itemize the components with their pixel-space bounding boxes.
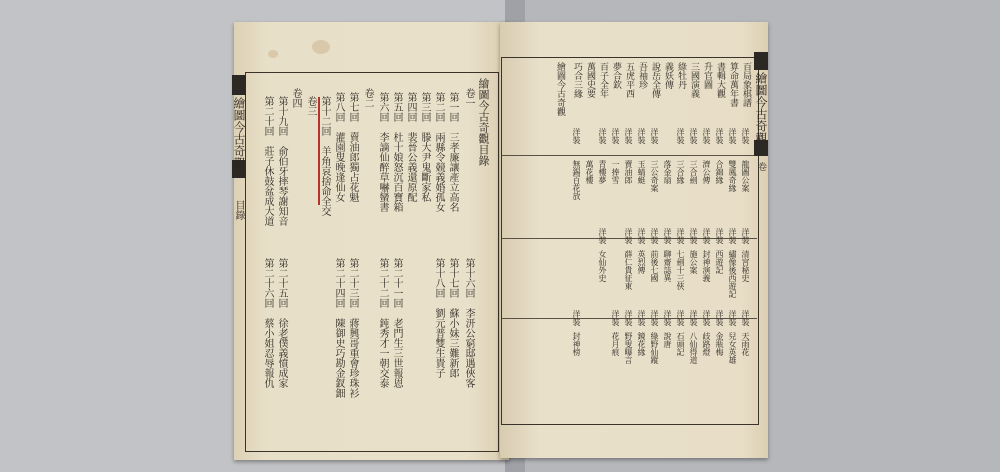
catalog-entry: 三合劍 xyxy=(689,160,698,184)
catalog-entry: 洋裝 xyxy=(650,128,659,144)
toc-entry: 第二十五回 徐老僕義憤成家 xyxy=(276,258,287,388)
catalog-entry: 女仙外史 xyxy=(598,250,607,282)
catalog-entry: 巧合三緣 xyxy=(572,62,582,98)
toc-entry: 第二十回 莊子休鼓盆成大道 xyxy=(262,96,273,226)
catalog-entry: 薛仁貴征東 xyxy=(624,250,633,290)
toc-entry: 第二十一回 老門生三世報恩 xyxy=(391,258,402,388)
catalog-entry: 洋裝 xyxy=(624,310,633,326)
right-spine-label: 卷 xyxy=(756,162,766,171)
catalog-entry: 青樓夢 xyxy=(598,160,607,184)
catalog-entry: 雙鳳奇緣 xyxy=(728,160,737,192)
toc-entry: 第二十三回 蔣興哥重會珍珠衫 xyxy=(347,258,358,398)
catalog-entry: 洋裝 xyxy=(741,310,750,326)
catalog-entry: 洋裝 xyxy=(689,128,698,144)
catalog-entry: 賣油郎 xyxy=(624,160,633,184)
catalog-entry: 洋裝 xyxy=(741,228,750,244)
catalog-entry: 金瓶梅 xyxy=(715,332,724,356)
catalog-entry: 洋裝 xyxy=(572,310,581,326)
catalog-entry: 百子全年 xyxy=(598,62,608,98)
catalog-entry: 兒女英雄 xyxy=(728,332,737,364)
catalog-entry: 三公奇案 xyxy=(650,160,659,192)
toc-entry: 卷二 xyxy=(362,88,373,108)
catalog-entry: 五虎平西 xyxy=(624,62,634,98)
catalog-entry: 落金扇 xyxy=(663,160,672,184)
catalog-entry: 花月痕 xyxy=(611,332,620,356)
catalog-entry: 洋裝 xyxy=(728,228,737,244)
catalog-entry: 洋裝 xyxy=(676,228,685,244)
catalog-entry: 施公案 xyxy=(689,250,698,274)
catalog-entry: 洋裝 xyxy=(702,128,711,144)
toc-entry: 第二十四回 陳御史巧勘金釵鈿 xyxy=(333,258,344,398)
toc-entry: 第十七回 蘇小妹三難新郎 xyxy=(447,258,458,378)
catalog-entry: 西遊記 xyxy=(715,250,724,274)
toc-entry: 卷一 xyxy=(463,88,474,108)
catalog-entry: 綠牡丹 xyxy=(676,62,686,89)
catalog-entry: 洋裝 xyxy=(598,128,607,144)
toc-entry: 第五回 杜十娘怒沉百寶箱 xyxy=(391,92,402,212)
catalog-entry: 三國演義 xyxy=(689,62,699,98)
catalog-entry: 說岳全傳 xyxy=(650,62,660,98)
catalog-entry: 野叟曝言 xyxy=(624,332,633,364)
toc-entry: 第八回 灌園叟晚逢仙女 xyxy=(333,92,344,202)
catalog-entry: 清宮秘史 xyxy=(741,250,750,282)
row-divider xyxy=(502,155,757,156)
catalog-entry: 算命萬年書 xyxy=(728,62,738,107)
catalog-entry: 義妖傳 xyxy=(663,62,673,89)
catalog-entry: 繪圖今古奇觀 xyxy=(555,62,565,116)
catalog-entry: 三合緣 xyxy=(676,160,685,184)
toc-entry: 第一回 三孝廉讓產立高名 xyxy=(447,92,458,212)
catalog-entry: 洋裝 xyxy=(741,128,750,144)
catalog-entry: 洋裝 xyxy=(702,228,711,244)
catalog-entry: 洋裝 xyxy=(715,128,724,144)
catalog-entry: 綠野仙蹤 xyxy=(650,332,659,364)
catalog-entry: 玉蜻蜓 xyxy=(637,160,646,184)
fishtail-mark xyxy=(232,75,246,95)
catalog-entry: 洋裝 xyxy=(637,228,646,244)
toc-title: 繪圖今古奇觀目錄 xyxy=(477,78,490,166)
catalog-entry: 洋裝 xyxy=(611,310,620,326)
catalog-entry: 萬花樓 xyxy=(585,160,594,184)
catalog-entry: 繡像後西遊記 xyxy=(728,250,737,298)
catalog-entry: 洋裝 xyxy=(637,310,646,326)
catalog-entry: 石頭記 xyxy=(676,332,685,356)
catalog-entry: 封神演義 xyxy=(702,250,711,282)
catalog-entry: 一捧雪 xyxy=(611,160,620,184)
toc-entry: 第三回 滕大尹鬼斷家私 xyxy=(419,92,430,202)
catalog-entry: 聊齋誌異 xyxy=(663,250,672,282)
left-spine-title: 繪圖今古奇觀 xyxy=(232,97,246,169)
catalog-entry: 洋裝 xyxy=(572,128,581,144)
catalog-entry: 七劍十三俠 xyxy=(676,250,685,290)
catalog-entry: 洋裝 xyxy=(676,310,685,326)
catalog-entry: 洋裝 xyxy=(598,228,607,244)
catalog-entry: 洋裝 xyxy=(689,310,698,326)
catalog-entry: 萬國史要 xyxy=(585,62,595,98)
catalog-entry: 升官圖 xyxy=(702,62,712,89)
catalog-entry: 前後七國 xyxy=(650,250,659,282)
catalog-entry: 洋裝 xyxy=(624,228,633,244)
toc-entry: 第十六回 李汧公窮邸遇俠客 xyxy=(463,258,474,388)
catalog-entry: 英烈傳 xyxy=(637,250,646,274)
right-spine-title: 繪圖今古奇觀 xyxy=(754,72,768,144)
left-spine-label: 目錄 xyxy=(233,200,244,220)
catalog-entry: 合錦緣 xyxy=(715,160,724,184)
toc-entry: 卷四 xyxy=(290,88,301,108)
catalog-entry: 書輯大觀 xyxy=(715,62,725,98)
catalog-entry: 說唐 xyxy=(663,332,672,348)
toc-entry: 第二十二回 鈍秀才一朝交泰 xyxy=(377,258,388,388)
toc-entry: 第十九回 俞伯牙摔琴謝知音 xyxy=(276,96,287,226)
catalog-entry: 吾袖珍 xyxy=(637,62,647,89)
toc-entry: 第七回 賣油郎獨占花魁 xyxy=(347,92,358,202)
fishtail-mark xyxy=(754,52,768,70)
toc-entry: 第十八回 劉元普雙生貴子 xyxy=(433,258,444,378)
catalog-entry: 洋裝 xyxy=(676,128,685,144)
catalog-entry: 洋裝 xyxy=(715,310,724,326)
paper-stain xyxy=(312,40,330,54)
catalog-entry: 龍圖公案 xyxy=(741,160,750,192)
catalog-entry: 歧路燈 xyxy=(702,332,711,356)
catalog-entry: 無錫百花放 xyxy=(572,160,581,200)
catalog-entry: 洋裝 xyxy=(728,128,737,144)
catalog-entry: 百局象棋譜 xyxy=(741,62,751,107)
catalog-entry: 洋裝 xyxy=(611,128,620,144)
catalog-entry: 洋裝 xyxy=(650,228,659,244)
paper-stain xyxy=(268,50,278,58)
catalog-entry: 洋裝 xyxy=(689,228,698,244)
catalog-entry: 洋裝 xyxy=(702,310,711,326)
catalog-entry: 洋裝 xyxy=(715,228,724,244)
catalog-entry: 天雨花 xyxy=(741,332,750,356)
toc-entry: 第二十六回 蔡小姐忍辱報仇 xyxy=(262,258,273,388)
catalog-entry: 封神榜 xyxy=(572,332,581,356)
toc-entry: 第十二回 羊角哀捨命全交 xyxy=(319,96,330,216)
toc-entry: 卷三 xyxy=(305,96,316,116)
catalog-entry: 洋裝 xyxy=(637,128,646,144)
catalog-entry: 濟公傳 xyxy=(702,160,711,184)
catalog-entry: 洋裝 xyxy=(663,310,672,326)
catalog-entry: 八仙得道 xyxy=(689,332,698,364)
catalog-entry: 洋裝 xyxy=(650,310,659,326)
catalog-entry: 洋裝 xyxy=(728,310,737,326)
toc-entry: 第二回 兩縣令競義婚孤女 xyxy=(433,92,444,212)
catalog-entry: 夢合欽 xyxy=(611,62,621,89)
catalog-entry: 鏡花緣 xyxy=(637,332,646,356)
catalog-entry: 洋裝 xyxy=(624,128,633,144)
toc-entry: 第四回 裴晉公義還原配 xyxy=(405,92,416,202)
catalog-entry: 洋裝 xyxy=(663,228,672,244)
toc-entry: 第六回 李謫仙醉草嚇蠻書 xyxy=(377,92,388,212)
